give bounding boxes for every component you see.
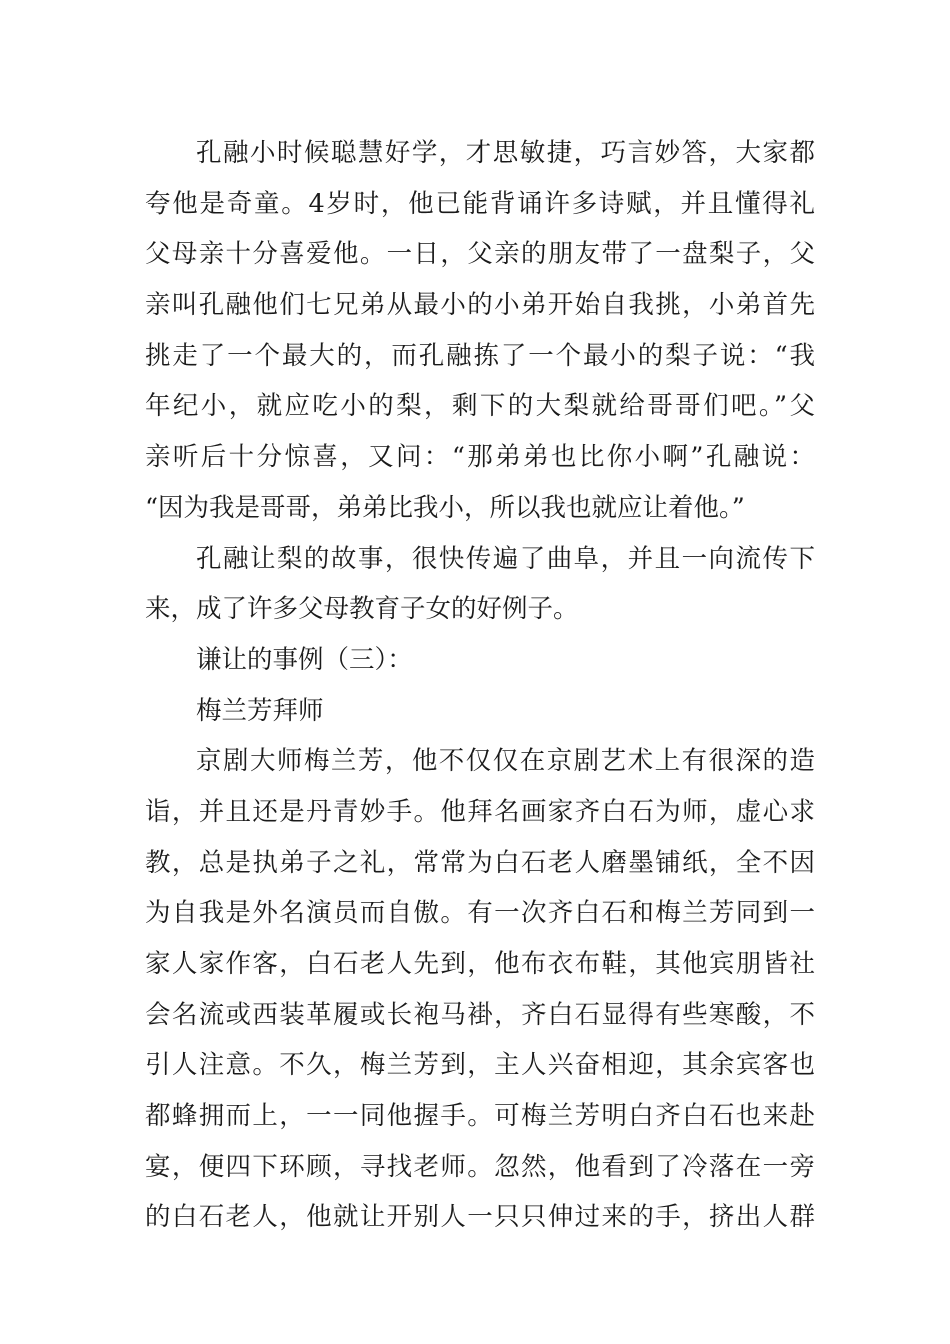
paragraph-1-line-3: 父母亲十分喜爱他。一日，父亲的朋友带了一盘梨子，父 (145, 239, 815, 270)
paragraph-3-line-4: 为自我是外名演员而自傲。有一次齐白石和梅兰芳同到一 (145, 898, 815, 929)
paragraph-3-line-2: 诣，并且还是丹青妙手。他拜名画家齐白石为师，虚心求 (145, 796, 815, 827)
paragraph-3-line-10: 的白石老人，他就让开别人一只只伸过来的手，挤出人群 (145, 1202, 815, 1233)
paragraph-3-line-7: 引人注意。不久，梅兰芳到，主人兴奋相迎，其余宾客也 (145, 1050, 815, 1081)
paragraph-3-line-1: 京剧大师梅兰芳，他不仅仅在京剧艺术上有很深的造 (196, 746, 815, 777)
paragraph-3-line-5: 家人家作客，白石老人先到，他布衣布鞋，其他宾朋皆社 (145, 949, 815, 979)
paragraph-1-line-1: 孔融小时候聪慧好学，才思敏捷，巧言妙答，大家都 (196, 138, 815, 168)
paragraph-1-line-5: 挑走了一个最大的，而孔融拣了一个最小的梨子说：“我 (145, 340, 815, 371)
paragraph-2-line-2: 来，成了许多父母教育子女的好例子。 (145, 594, 579, 625)
paragraph-1-line-4: 亲叫孔融他们七兄弟从最小的小弟开始自我挑，小弟首先 (145, 290, 815, 321)
paragraph-2-line-1: 孔融让梨的故事，很快传遍了曲阜，并且一向流传下 (196, 543, 815, 574)
paragraph-3-line-9: 宴，便四下环顾，寻找老师。忽然，他看到了冷落在一旁 (145, 1151, 815, 1182)
story-title: 梅兰芳拜师 (196, 695, 324, 726)
document-body (145, 128, 815, 1243)
paragraph-3-line-3: 教，总是执弟子之礼，常常为白石老人磨墨铺纸，全不因 (145, 847, 815, 878)
paragraph-1-line-8: “因为我是哥哥，弟弟比我小，所以我也就应让着他。” (145, 492, 745, 523)
paragraph-3-line-6: 会名流或西装革履或长袍马褂，齐白石显得有些寒酸，不 (145, 999, 815, 1030)
section-heading: 谦让的事例（三）： (196, 644, 413, 675)
paragraph-1-line-6: 年纪小，就应吃小的梨，剩下的大梨就给哥哥们吧。”父 (145, 391, 815, 422)
paragraph-1-line-2: 夸他是奇童。4岁时，他已能背诵许多诗赋，并且懂得礼 (145, 188, 815, 219)
paragraph-3-line-8: 都蜂拥而上，一一同他握手。可梅兰芳明白齐白石也来赴 (145, 1101, 815, 1132)
paragraph-1-line-7: 亲听后十分惊喜，又问：“那弟弟也比你小啊”孔融说： (145, 442, 815, 473)
